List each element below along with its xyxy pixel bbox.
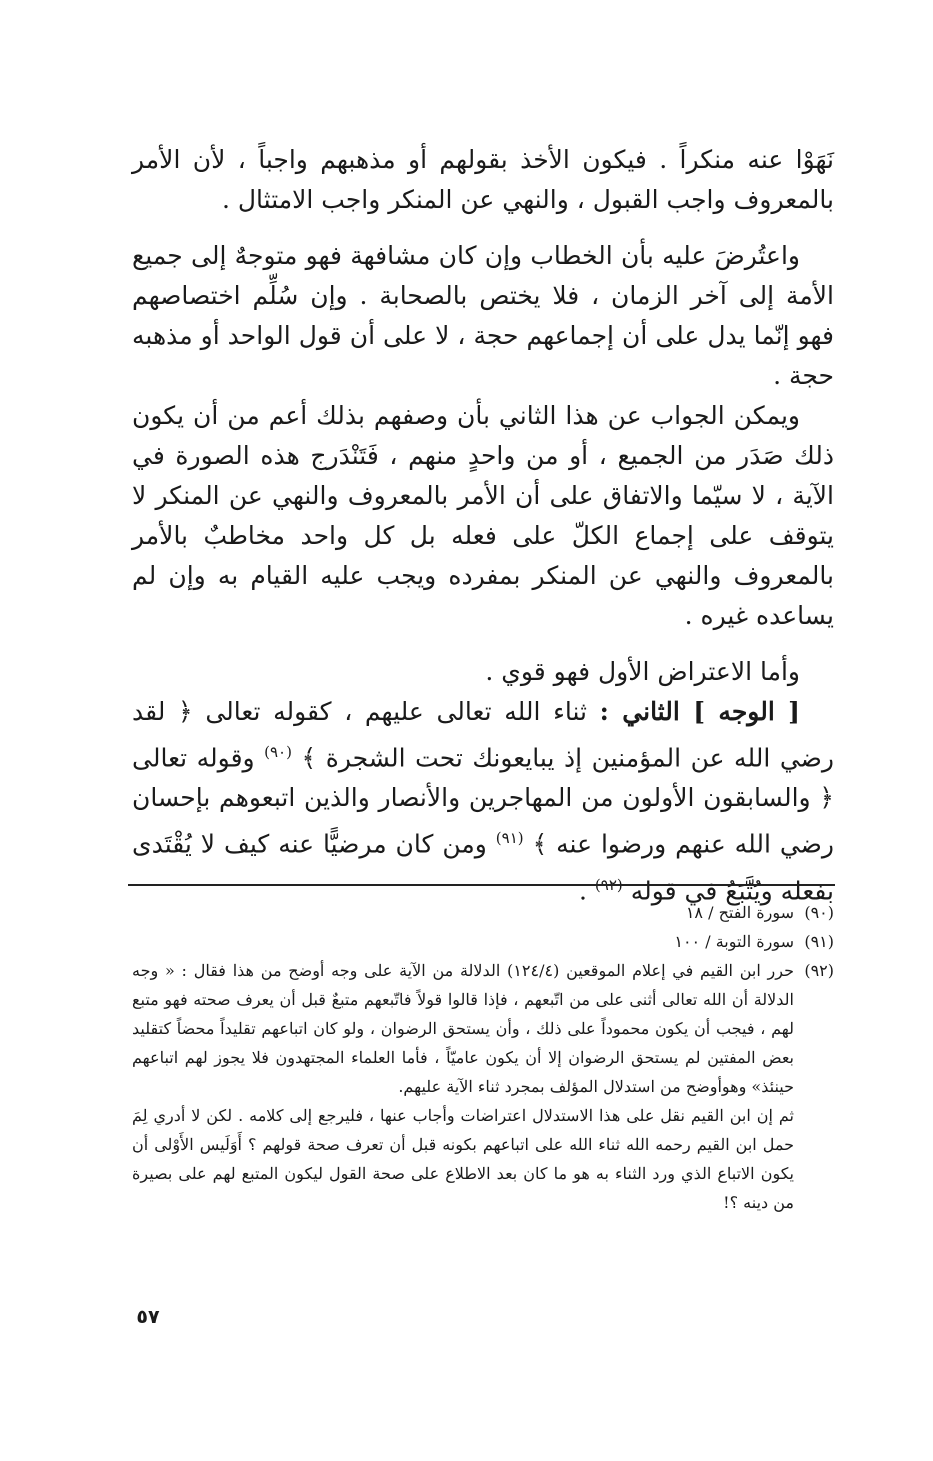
footnote-line: حرر ابن القيم في إعلام الموقعين (١٢٤/٤) الدلالة من الآية على وجه أوضح من هذا فقال : « وجه الدلالة أن الله تعالى أثنى على من اتّبعهم ، فإذا قالوا قولاً فاتّبعهم متبعٌ قبل أن يعرف صحته فهو متبع لهم ، فيجب أن يكون محموداً على ذلك ، وأن يستحق الرضوان ، ولو كان اتباعهم تقليداً محضاً كتقليد بعض المفتين لم يستحق الرضوان إلا أن يكون عاميّاً ، فأما العلماء المجتهدون فلا يجوز لهم اتباعهم حينئذ» وهوأوضح من استدلال المؤلف بمجرد ثناء الآية عليهم.	[132, 961, 795, 1096]
paragraph-2: واعتُرضَ عليه بأن الخطاب وإن كان مشافهة فهو متوجهٌ إلى جميع الأمة إلى آخر الزمان ، فلا يختص بالصحابة . وإن سُلِّم اختصاصهم فهو إنّما يدل على أن إجماعهم حجة ، لا على أن قول الواحد أو مذهبه حجة .	[132, 241, 834, 390]
main-text	[132, 140, 834, 911]
paragraph-5-text-c: ومن كان مرضيًّا عنه كيف لا يُقْتَدى بفعله ويُتَّبَعُ في قوله	[132, 829, 834, 905]
paragraph-5-text-a: ثناء الله تعالى عليهم ، كقوله تعالى ﴿ لقد رضي الله عن المؤمنين إذ يبايعونك تحت الشجرة ﴾	[132, 697, 834, 773]
paragraph-5-text-b: وقوله تعالى ﴿ والسابقون الأولون من المهاجرين والأنصار والذين اتبعوهم بإحسان رضي الله عنهم ورضوا عنه ﴾	[132, 743, 834, 859]
paragraph-3: ويمكن الجواب عن هذا الثاني بأن وصفهم بذلك أعم من أن يكون ذلك صَدَر من الجميع ، أو من واحدٍ منهم ، فَتَنْدَرج هذه الصورة في الآية ، لا سيّما والاتفاق على أن الأمر بالمعروف والنهي عن المنكر لا يتوقف على إجماع الكلّ على فعله بل كل واحد مخاطبٌ بالأمر بالمعروف والنهي عن المنكر بمفرده ويجب عليه القيام به وإن لم يساعده غيره .	[132, 401, 834, 630]
footnote-ref-90[interactable]: (٩٠)	[264, 743, 292, 761]
footnote-number: (٩٢)	[804, 961, 834, 980]
page-number: ٥٧	[136, 1306, 160, 1328]
footnote-text	[132, 956, 794, 1217]
footnote-separator	[128, 884, 835, 886]
footnote-ref-91[interactable]: (٩١)	[495, 829, 524, 848]
footnote-ref-92[interactable]: (٩٢)	[594, 875, 623, 894]
footnote-90	[132, 898, 834, 927]
paragraph-1: نَهَوْا عنه منكراً . فيكون الأخذ بقولهم أو مذهبهم واجباً ، لأن الأمر بالمعروف واجب القبول ، والنهي عن المنكر واجب الامتثال .	[132, 145, 834, 214]
footnote-number: (٩١)	[804, 932, 834, 951]
footnotes	[132, 898, 834, 1217]
section-heading: [ الوجه ] الثاني :	[599, 697, 801, 726]
footnote-number: (٩٠)	[804, 903, 834, 922]
footnote-text	[132, 898, 794, 927]
paragraph-4: وأما الاعتراض الأول فهو قوي .	[485, 657, 800, 686]
footnote-text	[132, 927, 794, 956]
footnote-91	[132, 927, 834, 956]
footnote-92	[132, 956, 834, 1217]
paragraph-5	[132, 692, 834, 911]
footnote-line: سورة التوبة / ١٠٠	[674, 932, 794, 951]
paragraph-5-end: .	[579, 875, 587, 905]
footnote-line: سورة الفتح / ١٨	[685, 903, 794, 922]
footnote-line: ثم إن ابن القيم نقل على هذا الاستدلال اعتراضات وأجاب عنها ، فليرجع إلى كلامه . لكن لا أدري لِمَ حمل ابن القيم رحمه الله ثناء الله على اتباعهم بكونه قبل أن تعرف صحة قولهم ؟ أَوَلَيس الأَوْلى أن يكون الاتباع الذي ورد الثناء به هو ما كان بعد الاطلاع على صحة القول ليكون المتبع لهم على بصيرة من دينه ؟!	[132, 1106, 794, 1212]
